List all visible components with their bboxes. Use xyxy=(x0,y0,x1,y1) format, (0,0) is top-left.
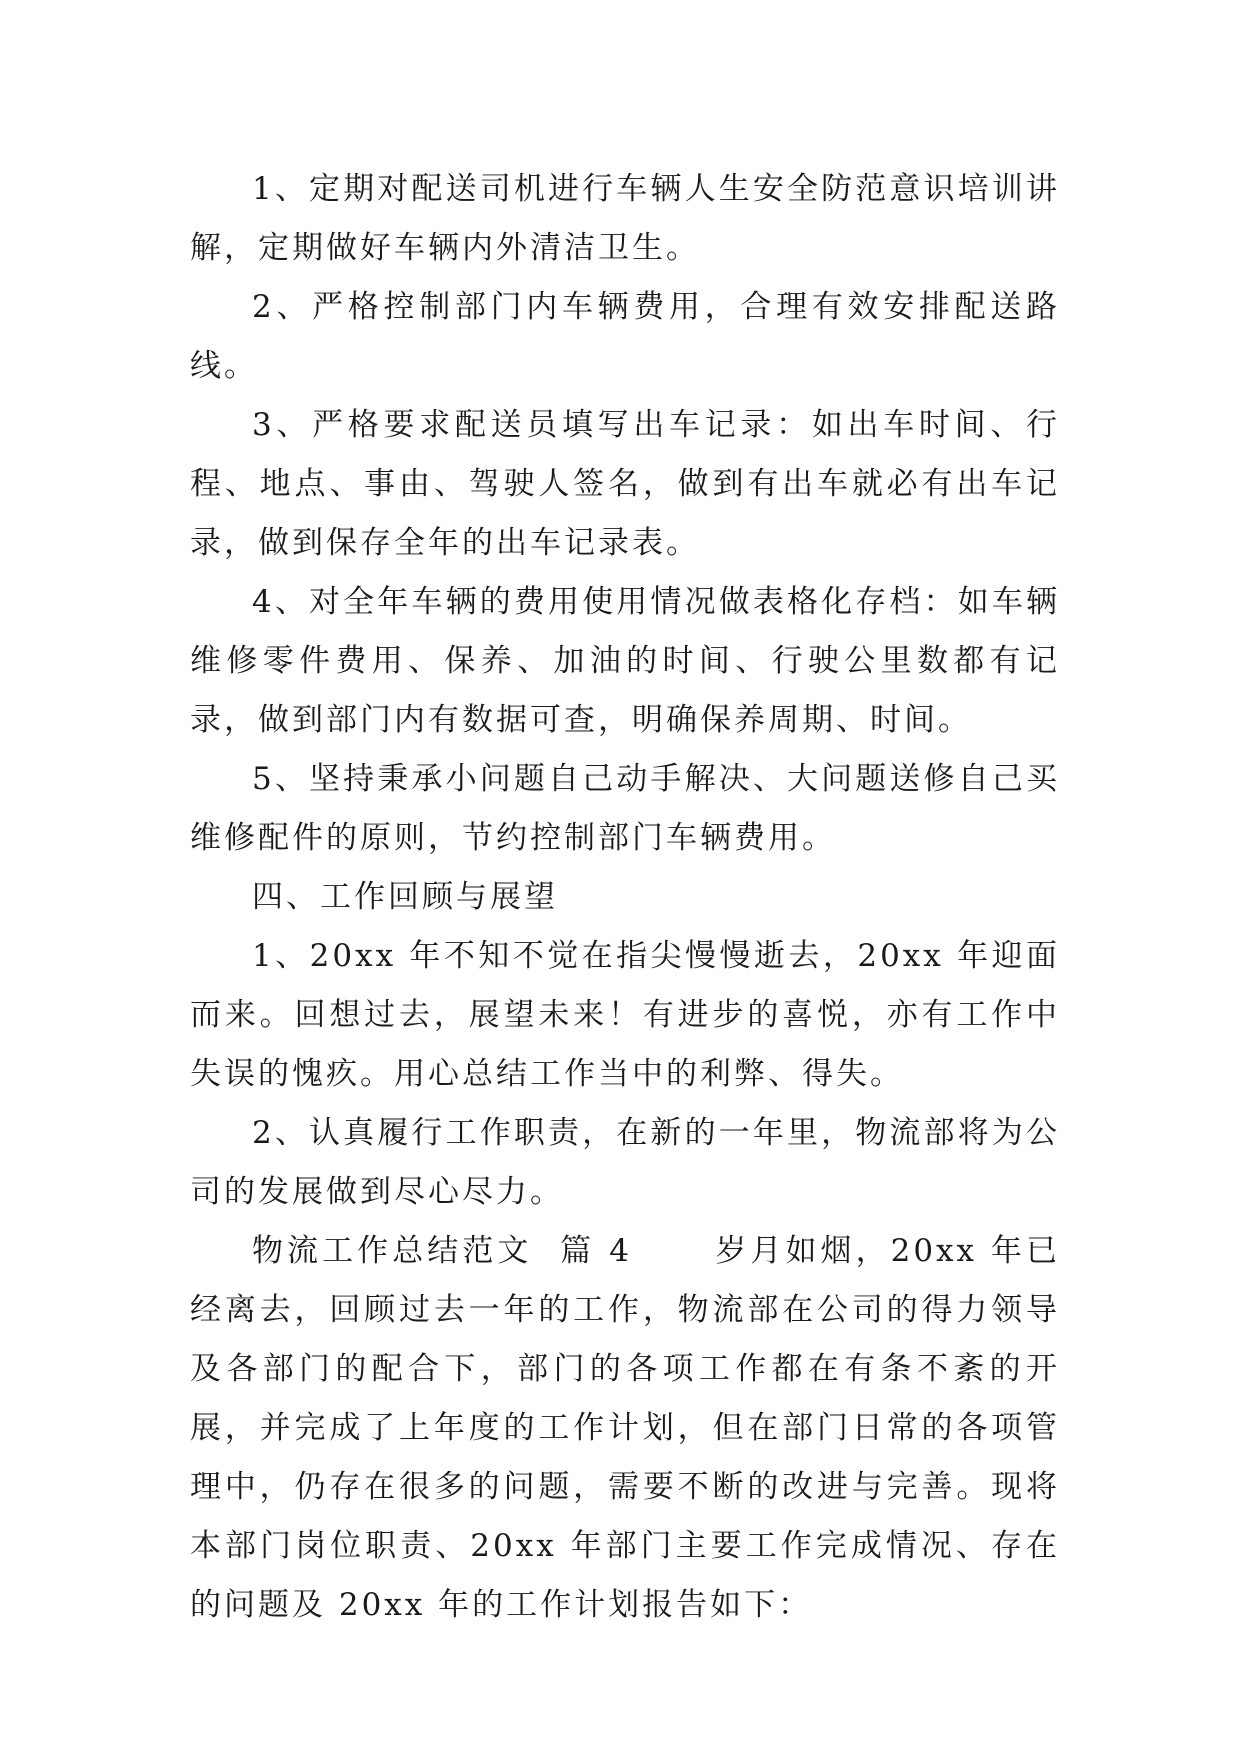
paragraph-8: 物流工作总结范文 篇 4 岁月如烟，20xx 年已经离去，回顾过去一年的工作，物流部在公司的得力领导及各部门的配合下，部门的各项工作都在有条不紊的开展，并完成了上年度的工作计划，但在部门日常的各项管理中，仍存在很多的问题，需要不断的改进与完善。现将本部门岗位职责、20xx 年部门主要工作完成情况、存在的问题及 20xx 年的工作计划报告如下： xyxy=(190,1233,1060,1623)
paragraph-3: 3、严格要求配送员填写出车记录：如出车时间、行程、地点、事由、驾驶人签名，做到有出车就必有出车记录，做到保存全年的出车记录表。 xyxy=(190,407,1060,561)
paragraph-6: 1、20xx 年不知不觉在指尖慢慢逝去，20xx 年迎面而来。回想过去，展望未来！有进步的喜悦，亦有工作中失误的愧疚。用心总结工作当中的利弊、得失。 xyxy=(190,938,1060,1092)
paragraph-2: 2、严格控制部门内车辆费用，合理有效安排配送路线。 xyxy=(190,289,1060,384)
document-body xyxy=(190,160,1060,1635)
paragraph-7: 2、认真履行工作职责，在新的一年里，物流部将为公司的发展做到尽心尽力。 xyxy=(190,1115,1060,1210)
paragraph-5: 5、坚持秉承小问题自己动手解决、大问题送修自己买维修配件的原则，节约控制部门车辆费用。 xyxy=(190,761,1060,856)
section-heading: 四、工作回顾与展望 xyxy=(252,879,558,915)
paragraph-1: 1、定期对配送司机进行车辆人生安全防范意识培训讲解，定期做好车辆内外清洁卫生。 xyxy=(190,171,1060,266)
paragraph-4: 4、对全年车辆的费用使用情况做表格化存档：如车辆维修零件费用、保养、加油的时间、行驶公里数都有记录，做到部门内有数据可查，明确保养周期、时间。 xyxy=(190,584,1060,738)
